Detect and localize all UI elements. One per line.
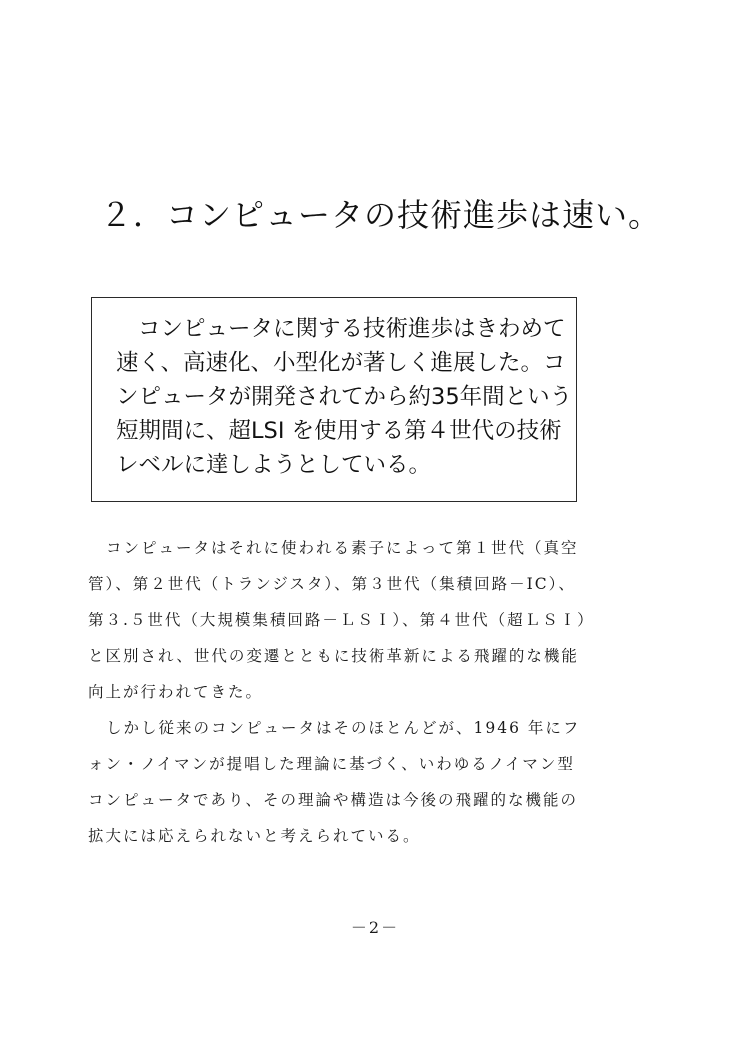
body-line: コンピュータであり、その理論や構造は今後の飛躍的な機能の xyxy=(88,791,579,809)
body-line: ォン・ノイマンが提唱した理論に基づく、いわゆるノイマン型 xyxy=(88,755,575,773)
body-line: 第３.５世代（大規模集積回路－ＬＳＩ）、第４世代（超ＬＳＩ） xyxy=(88,611,595,629)
summary-line: 短期間に、超LSI を使用する第４世代の技術 xyxy=(116,418,562,444)
summary-box xyxy=(91,297,577,502)
body-line: しかし従来のコンピュータはそのほとんどが、1946 年にフ xyxy=(106,719,581,737)
section-heading: ２．コンピュータの技術進歩は速い。 xyxy=(100,196,662,234)
summary-line: コンピュータに関する技術進歩はきわめて xyxy=(138,316,566,342)
summary-line: 速く、高速化、小型化が著しく進展した。コ xyxy=(116,350,566,376)
body-text xyxy=(88,530,608,854)
body-line: と区別され、世代の変遷とともに技術革新による飛躍的な機能 xyxy=(88,647,579,665)
summary-line: ンピュータが開発されてから約35年間という xyxy=(116,384,573,410)
body-line: 管）、第２世代（トランジスタ）、第３世代（集積回路－IC）、 xyxy=(88,575,576,593)
page-number: －2－ xyxy=(350,918,400,937)
body-line: 向上が行われてきた。 xyxy=(88,683,264,701)
body-line: コンピュータはそれに使われる素子によって第１世代（真空 xyxy=(106,539,579,557)
summary-line: レベルに達しようとしている。 xyxy=(116,452,432,478)
body-line: 拡大には応えられないと考えられている。 xyxy=(88,827,421,845)
